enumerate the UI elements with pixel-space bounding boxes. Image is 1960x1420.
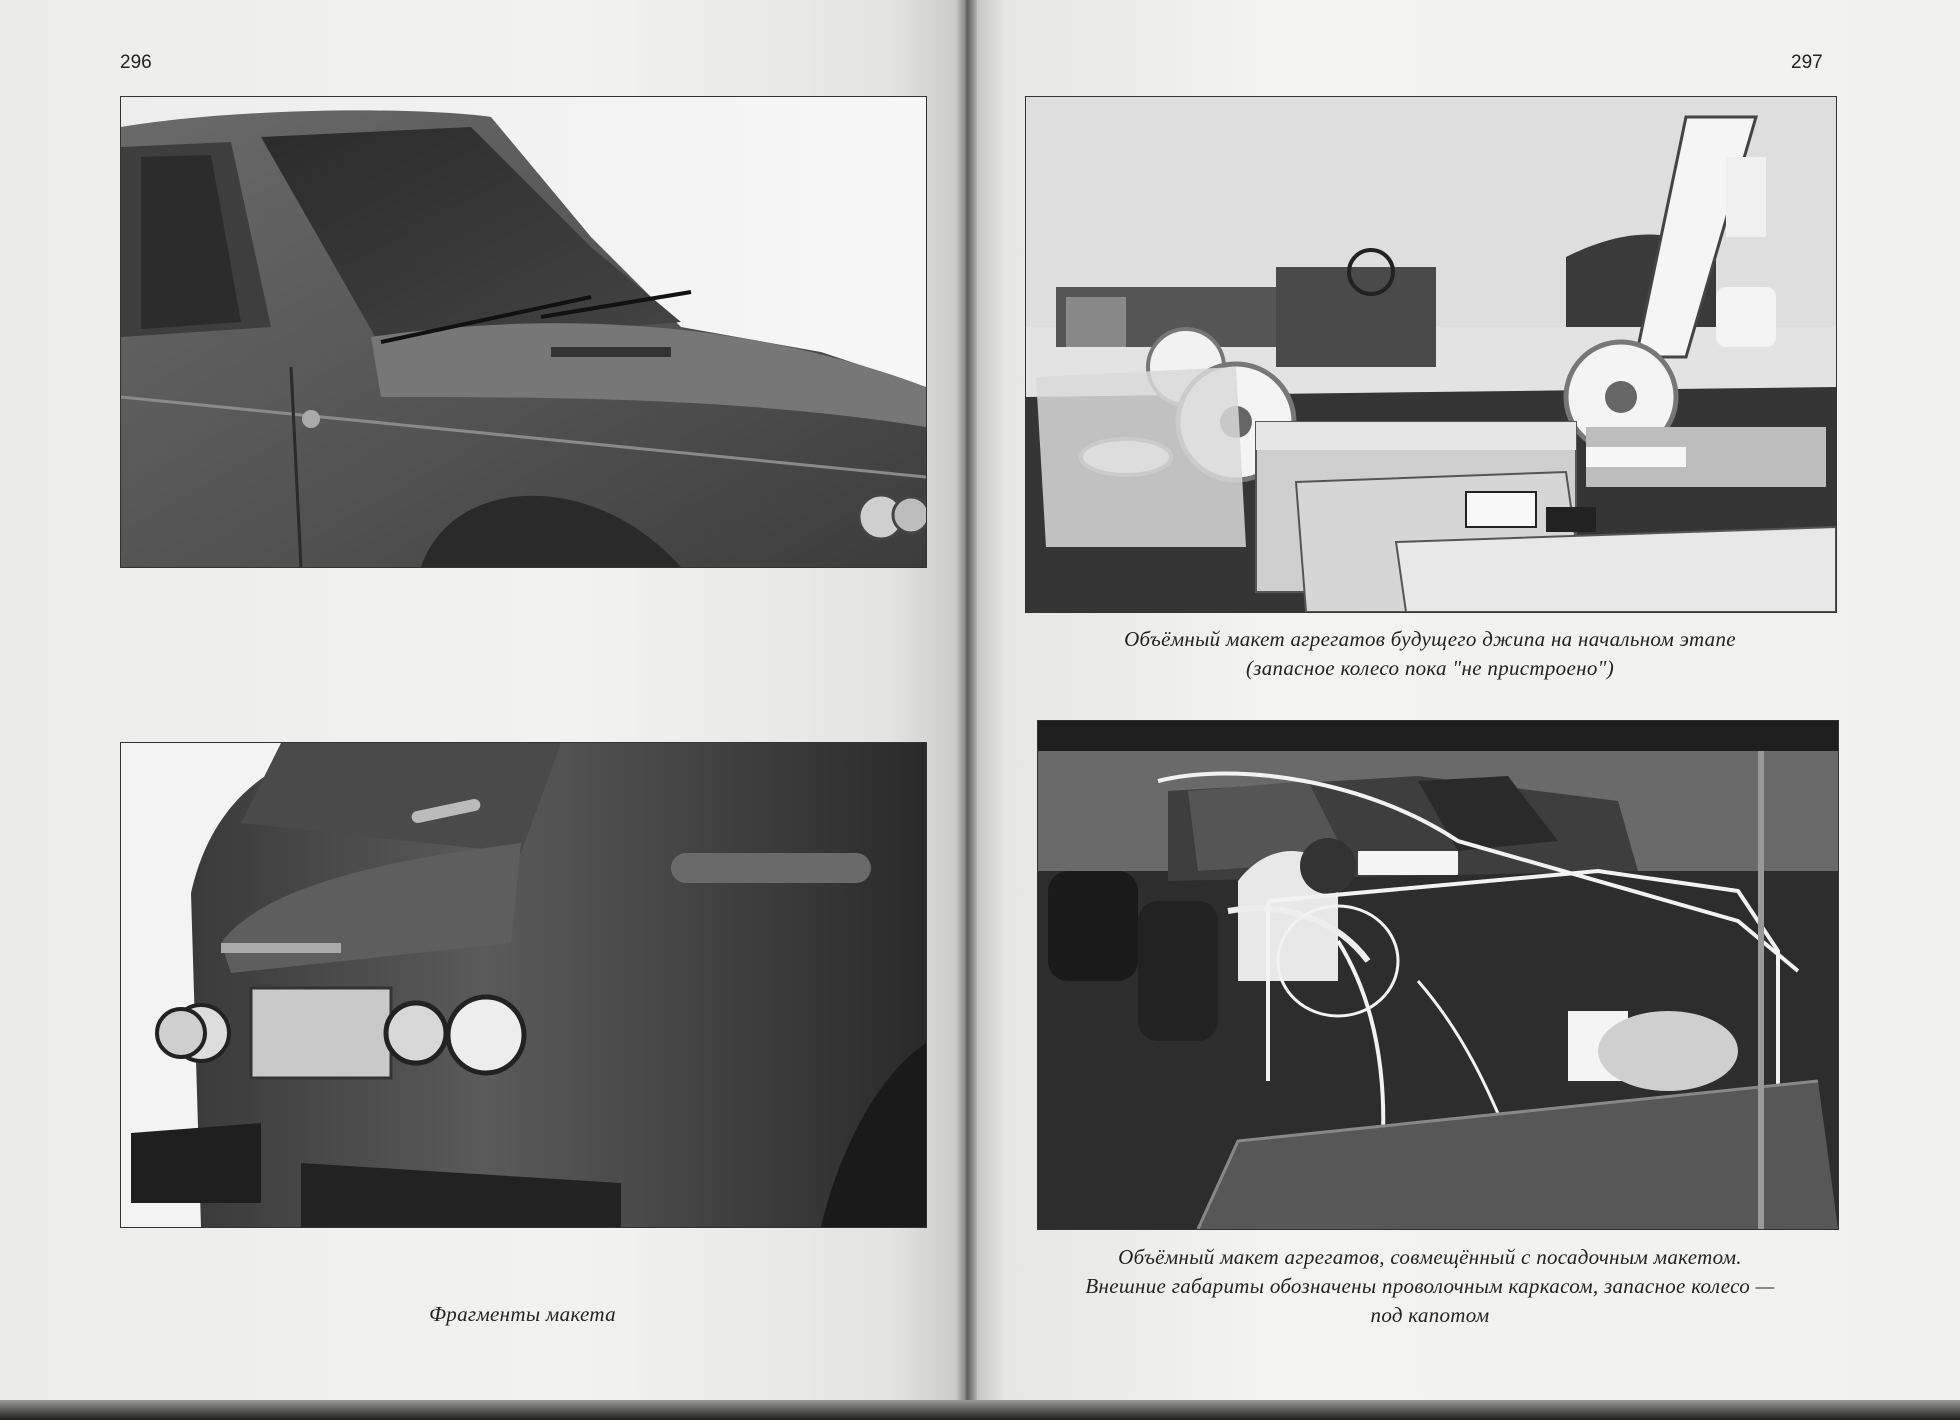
book-gutter bbox=[955, 0, 977, 1420]
right-page bbox=[965, 0, 1960, 1405]
left-page-number: 296 bbox=[120, 52, 152, 73]
photo-car-rear bbox=[120, 742, 927, 1228]
left-page bbox=[0, 0, 965, 1405]
right-page-number: 297 bbox=[1791, 52, 1823, 73]
caption-right-bottom-line1: Объёмный макет агрегатов, совмещённый с посадочным макетом. bbox=[1118, 1245, 1742, 1269]
caption-right-bottom-line3: под капотом bbox=[1370, 1303, 1490, 1327]
caption-right-bottom-line2: Внешние габариты обозначены проволочным каркасом, запасное колесо — bbox=[1085, 1274, 1775, 1298]
photo-seating-wireframe-mockup bbox=[1037, 720, 1839, 1230]
caption-right-top-line2: (запасное колесо пока "не пристроено") bbox=[1245, 656, 1615, 680]
photo-jeep-mockup-early bbox=[1025, 96, 1837, 613]
caption-left-bottom: Фрагменты макета bbox=[429, 1302, 616, 1326]
photo-car-front-hood bbox=[120, 96, 927, 568]
caption-right-top-line1: Объёмный макет агрегатов будущего джипа на начальном этапе bbox=[1124, 627, 1736, 651]
caption-right-top bbox=[1005, 625, 1855, 683]
page-bottom-edge bbox=[0, 1400, 1960, 1420]
caption-right-bottom bbox=[1005, 1243, 1855, 1330]
